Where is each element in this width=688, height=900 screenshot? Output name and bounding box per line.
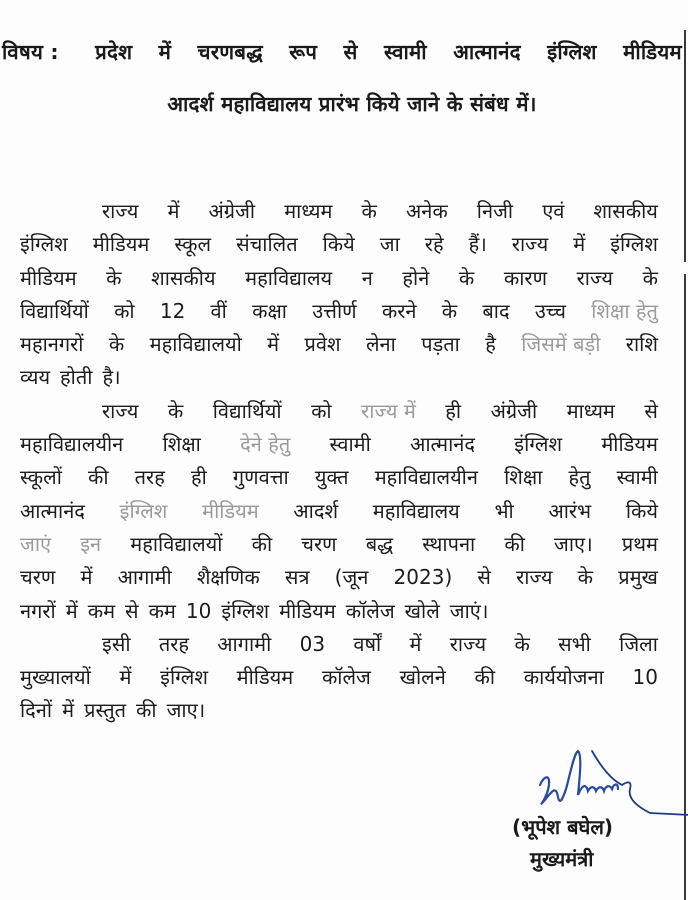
word: इंग्लिश xyxy=(20,232,68,257)
word: सत्र xyxy=(284,565,310,590)
word: में xyxy=(119,665,132,690)
word: स्थापना xyxy=(422,531,476,556)
word: तरह xyxy=(134,465,165,490)
word: कॉलेज xyxy=(321,665,371,690)
word: इंग्लिश xyxy=(221,598,270,623)
word: शासकीय xyxy=(151,265,216,290)
word: में xyxy=(80,565,93,590)
subject-word: मीडियम xyxy=(623,40,682,64)
word: सभी xyxy=(558,631,591,656)
word: जाएं। xyxy=(449,598,489,623)
word: कम xyxy=(148,598,176,623)
word: उत्तीर्ण xyxy=(312,298,357,323)
word: के xyxy=(642,265,658,290)
text-line xyxy=(20,561,658,594)
word: मुख्यालयों xyxy=(20,665,91,690)
word: रहे xyxy=(424,232,444,257)
word: स्कूलों xyxy=(20,465,62,490)
word: माध्यम xyxy=(566,398,615,423)
text-line xyxy=(20,595,658,628)
page-edge-gap xyxy=(683,262,688,274)
word: में xyxy=(267,332,280,357)
word: कक्षा xyxy=(252,298,287,323)
word: राज्य xyxy=(102,199,139,223)
word: है xyxy=(485,332,496,357)
text-line xyxy=(20,495,658,528)
word: शिक्षा हेतु xyxy=(591,298,658,323)
word: से xyxy=(125,598,139,623)
word: हेतु xyxy=(568,465,591,490)
word: निजी xyxy=(476,199,514,223)
word: की xyxy=(504,531,525,556)
word: मीडियम xyxy=(601,432,658,457)
word: आदर्श xyxy=(293,498,339,523)
word: महाविद्यालयीन xyxy=(374,465,478,490)
subject-word: स्वामी xyxy=(383,40,427,64)
word: ही xyxy=(445,398,462,423)
word: खोलने xyxy=(399,665,446,690)
word: में xyxy=(409,631,422,656)
subject-word: आत्मानंद xyxy=(453,40,521,64)
word: इंग्लिश xyxy=(610,232,658,257)
word: लेना xyxy=(366,332,396,357)
word: प्रस्तुत xyxy=(84,698,127,723)
word: को xyxy=(311,398,332,423)
word: दिनों xyxy=(20,698,53,723)
word: कॉलेज xyxy=(345,598,395,623)
word: मीडियम xyxy=(202,498,259,523)
word: महाविद्यालयीन xyxy=(20,432,124,457)
text-line xyxy=(20,461,658,494)
word: शिक्षा xyxy=(504,465,543,490)
word: भी xyxy=(494,498,514,523)
word: राज्य xyxy=(449,631,487,656)
word: जिसमें बड़ी xyxy=(521,332,601,357)
word: राज्य xyxy=(516,565,553,590)
word: राशि xyxy=(625,332,658,357)
text-line xyxy=(20,395,658,428)
word: 12 xyxy=(159,298,186,323)
letter-body xyxy=(20,195,658,728)
text-line xyxy=(20,328,658,361)
word: शिक्षा xyxy=(162,432,201,457)
word: से xyxy=(644,398,658,423)
word: की xyxy=(136,698,157,723)
word: मीडियम xyxy=(279,598,336,623)
word: पड़ता xyxy=(421,332,460,357)
word: खोले xyxy=(404,598,440,623)
word: किये xyxy=(322,232,355,257)
word: से xyxy=(477,565,491,590)
subject-line-1 xyxy=(2,26,682,78)
subject-word: से xyxy=(343,40,358,64)
word: को xyxy=(114,298,135,323)
subject-word: इंग्लिश xyxy=(547,40,597,64)
word: की xyxy=(474,665,496,690)
word: हैं। xyxy=(468,232,487,257)
word: में xyxy=(62,698,75,723)
text-line xyxy=(20,228,658,261)
word: किये xyxy=(625,498,658,523)
word: की xyxy=(88,465,109,490)
word: के xyxy=(441,298,458,323)
word: विद्यार्थियों xyxy=(212,398,282,423)
word: जाएं xyxy=(20,531,52,556)
word: ही xyxy=(190,465,207,490)
signer-title: मुख्यमंत्री xyxy=(530,847,594,871)
word: संचालित xyxy=(236,232,298,257)
text-line xyxy=(20,628,658,661)
word: के xyxy=(167,398,184,423)
word: आगामी xyxy=(117,565,172,590)
word: महानगरों xyxy=(20,332,84,357)
word: चरण xyxy=(20,565,56,590)
word: वर्षों xyxy=(353,631,382,656)
text-line xyxy=(20,262,658,295)
word: में xyxy=(573,232,586,257)
word: इसी xyxy=(102,631,131,656)
word: के xyxy=(106,265,122,290)
subject-word: रूप xyxy=(289,40,318,64)
text-line xyxy=(20,528,658,561)
word: तरह xyxy=(158,631,190,656)
word: राज्य xyxy=(511,232,549,257)
word: अंग्रेजी xyxy=(490,398,538,423)
text-line xyxy=(20,295,658,328)
word: व्यय xyxy=(20,365,51,390)
word: गुणवत्ता xyxy=(232,465,289,490)
paragraphs-container xyxy=(20,195,658,728)
word: शैक्षणिक xyxy=(196,565,260,590)
word: अनेक xyxy=(405,199,448,223)
word: महाविद्यालयो xyxy=(149,332,242,357)
word: चरण xyxy=(301,531,337,556)
word: आत्मानंद xyxy=(20,498,85,523)
word: मीडियम xyxy=(20,265,77,290)
word: कारण xyxy=(503,265,548,290)
subject-word: में xyxy=(158,40,172,64)
subject-line-2: आदर्श महाविद्यालय प्रारंभ किये जाने के संबंध में। xyxy=(167,92,537,116)
text-line xyxy=(20,661,658,694)
word: अंग्रेजी xyxy=(208,199,256,223)
word: न xyxy=(361,265,373,290)
word: स्कूल xyxy=(174,232,212,257)
word: स्वामी xyxy=(329,432,371,457)
word: कम xyxy=(87,598,116,623)
word: आत्मानंद xyxy=(410,432,475,457)
word: इंग्लिश xyxy=(119,498,168,523)
word: इंग्लिश xyxy=(514,432,563,457)
word: मीडियम xyxy=(236,665,294,690)
subject-word: चरणबद्ध xyxy=(197,40,263,64)
word: होने xyxy=(402,265,430,290)
word: के xyxy=(514,631,530,656)
subject-heading xyxy=(2,26,682,130)
word: के xyxy=(108,332,125,357)
word: नगरों xyxy=(20,598,56,623)
word: शासकीय xyxy=(593,199,658,223)
word: जिला xyxy=(619,631,658,656)
word: के xyxy=(577,565,594,590)
word: आगामी xyxy=(217,631,272,656)
text-line xyxy=(20,361,658,394)
word: कार्ययोजना xyxy=(523,665,604,690)
word: 2023) xyxy=(393,565,453,590)
word: विद्यार्थियों xyxy=(20,298,89,323)
word: बद्ध xyxy=(365,531,394,556)
word: 10 xyxy=(632,665,658,690)
word: जाए। xyxy=(166,698,206,723)
word: महाविद्यालय xyxy=(245,265,333,290)
word: राज्य xyxy=(576,265,614,290)
text-line xyxy=(20,694,658,727)
signature-block xyxy=(510,745,688,895)
word: स्वामी xyxy=(616,465,658,490)
word: माध्यम xyxy=(284,199,333,223)
word: है। xyxy=(102,365,121,390)
word: प्रथम xyxy=(621,531,658,556)
word: प्रमुख xyxy=(618,565,658,590)
word: महाविद्यालयों xyxy=(130,531,223,556)
word: बाद xyxy=(482,298,510,323)
word: करने xyxy=(381,298,417,323)
subject-word: प्रदेश xyxy=(95,40,133,64)
word: राज्य में xyxy=(361,398,416,423)
word: वीं xyxy=(210,298,227,323)
word: प्रवेश xyxy=(304,332,341,357)
text-line xyxy=(20,195,658,228)
text-line xyxy=(20,428,658,461)
word: मीडियम xyxy=(92,232,150,257)
word: 10 xyxy=(185,598,212,623)
word: जाए। xyxy=(554,531,593,556)
subject-label: विषय : xyxy=(2,40,59,64)
word: युक्त xyxy=(314,465,349,490)
word: महाविद्यालय xyxy=(372,498,460,523)
word: की xyxy=(251,531,273,556)
word: (जून xyxy=(334,565,369,590)
word: उच्च xyxy=(534,298,567,323)
word: 03 xyxy=(299,631,326,656)
word: देने हेतु xyxy=(240,432,291,457)
signer-name: (भूपेश बघेल) xyxy=(512,815,614,839)
word: के xyxy=(361,199,377,223)
word: आरंभ xyxy=(548,498,592,523)
word: के xyxy=(458,265,475,290)
word: इंग्लिश xyxy=(160,665,208,690)
word: जा xyxy=(379,232,400,257)
word: एवं xyxy=(542,199,565,223)
word: इन xyxy=(80,531,102,556)
word: राज्य xyxy=(102,398,139,423)
word: में xyxy=(65,598,78,623)
word: होती xyxy=(60,365,93,390)
word: में xyxy=(167,199,180,223)
